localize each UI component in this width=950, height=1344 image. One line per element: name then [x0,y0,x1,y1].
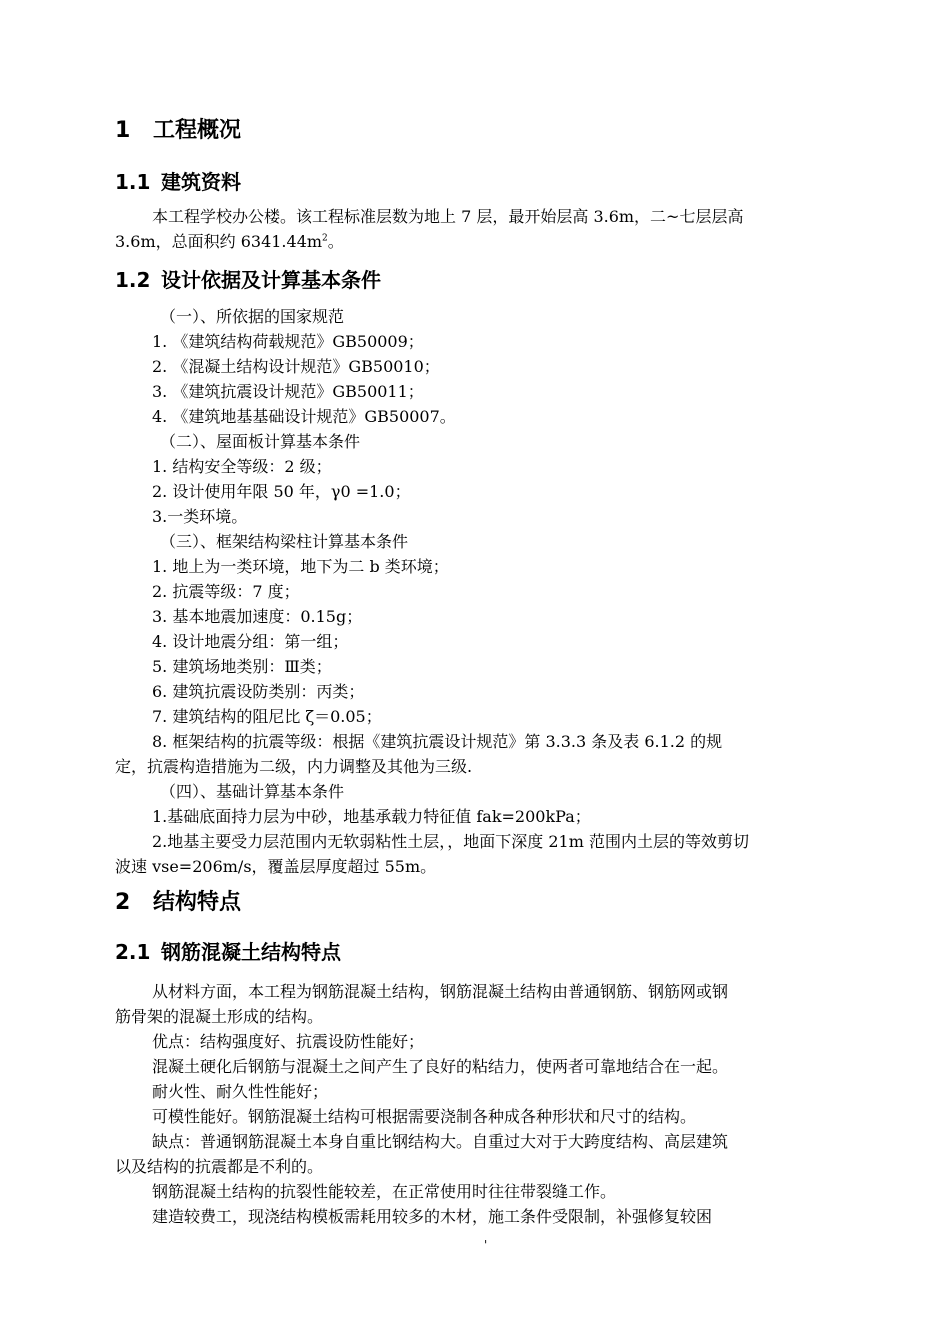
paragraph-line: 混凝土硬化后钢筋与混凝土之间产生了良好的粘结力，使两者可靠地结合在一起。 [152,1057,729,1076]
list-item: 5. 建筑场地类别：Ⅲ类； [152,657,332,676]
list-item: 1. 结构安全等级：2 级； [152,457,332,476]
section-number: 1.2 [115,268,151,292]
list-item: 1. 地上为一类环境，地下为二 b 类环境； [152,557,449,576]
page-footer-mark: ' [484,1238,488,1252]
section-title: 设计依据及计算基本条件 [161,268,381,292]
list-item: 4. 《建筑地基基础设计规范》GB50007。 [152,407,456,426]
list-item: 3. 基本地震加速度：0.15g； [152,607,363,626]
list-item: 3.一类环境。 [152,507,248,526]
list-item: 8. 框架结构的抗震等级：根据《建筑抗震设计规范》第 3.3.3 条及表 6.1.2 的规 [152,732,723,751]
group-heading: （二）、屋面板计算基本条件 [160,432,361,451]
paragraph-line [115,231,344,253]
list-item: 2. 设计使用年限 50 年，γ0 =1.0； [152,482,411,501]
list-item: 2.地基主要受力层范围内无软弱粘性土层，，地面下深度 21m 范围内土层的等效剪切 [152,832,749,851]
paragraph-line: 从材料方面，本工程为钢筋混凝土结构，钢筋混凝土结构由普通钢筋、钢筋网或钢 [152,982,729,1001]
paragraph-line: 本工程学校办公楼。该工程标准层数为地上 7 层，最开始层高 3.6m，二~七层层高 [152,207,744,226]
paragraph-line: 耐火性、耐久性性能好； [152,1082,329,1101]
paragraph-line: 筋骨架的混凝土形成的结构。 [115,1007,324,1026]
paragraph-line: 建造较费工，现浇结构模板需耗用较多的木材，施工条件受限制，补强修复较困 [152,1207,713,1226]
section-2-1-heading [115,938,341,966]
section-title: 建筑资料 [161,170,241,194]
list-item: 1.基础底面持力层为中砂，地基承载力特征值 fak=200kPa； [152,807,591,826]
list-item: 4. 设计地震分组：第一组； [152,632,349,651]
paragraph-line: 缺点：普通钢筋混凝土本身自重比钢结构大。自重过大对于大跨度结构、高层建筑 [152,1132,729,1151]
paragraph-line: 优点：结构强度好、抗震设防性能好； [152,1032,425,1051]
period: 。 [327,232,344,251]
area-text: 3.6m，总面积约 6341.44m [115,232,323,251]
list-item-continuation: 波速 vse=206m/s，覆盖层厚度超过 55m。 [115,857,437,876]
section-1-1-heading [115,168,241,196]
list-item: 3. 《建筑抗震设计规范》GB50011； [152,382,424,401]
group-heading: （四）、基础计算基本条件 [160,782,345,801]
list-item: 1. 《建筑结构荷载规范》GB50009； [152,332,424,351]
section-number: 1 [115,118,131,143]
section-1-heading [115,116,241,146]
section-2-heading [115,888,241,918]
paragraph-line: 以及结构的抗震都是不利的。 [115,1157,324,1176]
section-number: 2 [115,890,131,915]
paragraph-line: 可模性能好。钢筋混凝土结构可根据需要浇制各种成各种形状和尺寸的结构。 [152,1107,697,1126]
list-item: 2. 抗震等级：7 度； [152,582,300,601]
list-item-continuation: 定，抗震构造措施为二级，内力调整及其他为三级. [115,757,473,776]
list-item: 2. 《混凝土结构设计规范》GB50010； [152,357,440,376]
section-number: 1.1 [115,170,151,194]
section-number: 2.1 [115,940,151,964]
superscript: 2 [322,233,328,244]
list-item: 6. 建筑抗震设防类别：丙类； [152,682,365,701]
paragraph-line: 钢筋混凝土结构的抗裂性能较差，在正常使用时往往带裂缝工作。 [152,1182,617,1201]
section-title: 工程概况 [153,118,242,143]
list-item: 7. 建筑结构的阻尼比 ζ＝0.05； [152,707,382,726]
section-1-2-heading [115,266,381,294]
group-heading: （三）、框架结构梁柱计算基本条件 [160,532,409,551]
group-heading: （一）、所依据的国家规范 [160,307,345,326]
section-title: 钢筋混凝土结构特点 [161,940,341,964]
section-title: 结构特点 [153,890,242,915]
